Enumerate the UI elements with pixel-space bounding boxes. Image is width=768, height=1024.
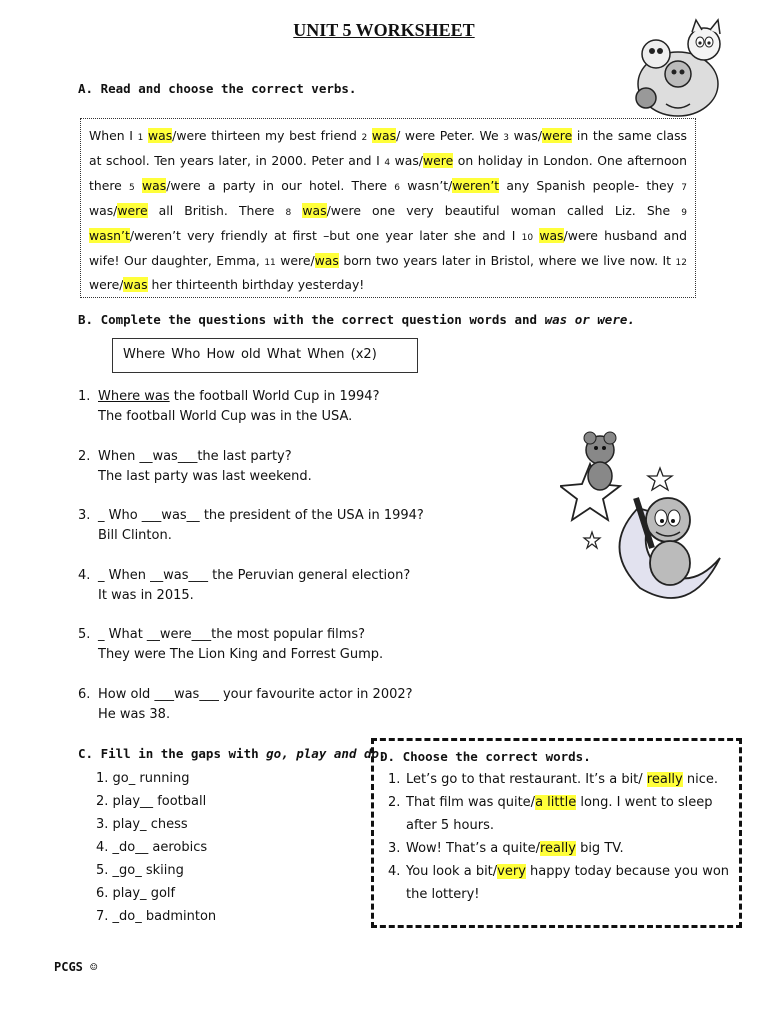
passage-text: / were Peter. We <box>396 128 504 143</box>
highlighted-answer: was <box>371 128 397 143</box>
gap-fill-item: 7. _do_ badminton <box>96 909 217 924</box>
passage-text: Let’s go to that restaurant. It’s a bit/ <box>406 772 647 787</box>
section-c-heading-text: C. Fill in the gaps with <box>78 746 267 761</box>
passage-text: born two years later in Bristol, where we live now. It <box>338 252 676 268</box>
passage-text: was/ <box>509 128 543 143</box>
question-item <box>78 566 410 605</box>
cartoon-moon-illustration <box>560 428 722 606</box>
choice-number: 4. <box>388 864 401 879</box>
gap-fill-item: 5. _go_ skiing <box>96 863 184 878</box>
passage-text: after 5 hours. <box>406 818 494 833</box>
choice-number: 1. <box>388 772 401 787</box>
passage-text: /were husband and wife! Our daughter, Emma, <box>89 227 687 268</box>
gap-number: 10 <box>521 232 534 243</box>
gap-number: 5 <box>129 182 135 193</box>
question-number: 6. <box>78 687 91 702</box>
gap-fill-item: 1. go_ running <box>96 771 190 786</box>
passage-text: was/ <box>390 152 423 168</box>
question-item <box>78 387 379 426</box>
passage-text: /were thirteen my best friend <box>172 128 362 143</box>
page-title: UNIT 5 WORKSHEET <box>293 20 475 40</box>
highlighted-answer: very <box>497 864 526 879</box>
passage-text: /were a party in our hotel. There <box>166 177 395 193</box>
choice-item <box>388 837 738 860</box>
question-word-box: Where Who How old What When (x2) <box>112 338 418 373</box>
section-b-heading-emphasis: was or were. <box>544 312 635 327</box>
passage-text: in the same class at school. Ten years later, in 2000. Peter and I <box>89 128 687 168</box>
passage-text: /were one very beautiful woman called Liz. She <box>326 202 682 218</box>
gap-number: 4 <box>384 157 391 168</box>
gap-number: 3 <box>503 133 509 143</box>
passage-text: nice. <box>682 772 719 787</box>
gap-number: 12 <box>675 257 687 268</box>
passage-text: were/ <box>275 252 315 268</box>
gap-fill-item: 6. play_ golf <box>96 886 176 901</box>
passage-text: all British. There <box>147 202 286 218</box>
passage-text: any Spanish people- they <box>499 177 682 193</box>
question-item <box>78 506 424 545</box>
section-a-heading: A. Read and choose the correct verbs. <box>78 81 357 96</box>
choice-item <box>388 860 738 906</box>
gap-number: 8 <box>285 207 292 218</box>
gap-fill-item: 2. play__ football <box>96 794 207 809</box>
section-b-heading-text: B. Complete the questions with the correct question words and <box>78 312 545 327</box>
section-d-heading: D. Choose the correct words. <box>380 749 591 764</box>
question-number: 2. <box>78 449 91 464</box>
highlighted-answer: really <box>539 841 576 856</box>
passage-text: on holiday in London. One afternoon there <box>89 152 687 193</box>
question-text: _ What __were___the most popular films? <box>98 627 366 642</box>
passage-text: wasn’t/ <box>400 177 453 193</box>
question-item <box>78 447 312 486</box>
passage-text: You look a bit/ <box>406 864 498 879</box>
highlighted-answer: was <box>123 277 148 293</box>
highlighted-answer: was <box>302 202 327 218</box>
question-answer: They were The Lion King and Forrest Gump. <box>98 646 384 662</box>
highlighted-answer: were <box>542 128 573 143</box>
question-answer: The football World Cup was in the USA. <box>98 408 353 424</box>
choice-item <box>388 791 738 837</box>
question-text: How old ___was___ your favourite actor in 2002? <box>98 687 413 702</box>
gap-number: 9 <box>681 207 687 218</box>
passage-text: long. I went to sleep <box>576 795 713 810</box>
choice-item <box>388 768 738 791</box>
passage-text: /weren’t very friendly at first –but one year later she and I <box>129 227 522 243</box>
cartoon-group-illustration <box>626 14 730 118</box>
passage-text: happy today because you won <box>525 864 730 879</box>
question-item <box>78 685 413 724</box>
highlighted-answer: was <box>539 227 564 243</box>
passage-text <box>135 178 142 193</box>
gap-number: 6 <box>394 182 401 193</box>
section-c-heading <box>78 746 387 761</box>
question-text: _ When __was___ the Peruvian general election? <box>98 568 411 583</box>
highlighted-answer: was <box>314 252 339 268</box>
highlighted-answer: really <box>646 772 683 787</box>
question-text: When __was___the last party? <box>98 449 292 464</box>
highlighted-answer: was <box>142 177 167 193</box>
choice-number: 2. <box>388 795 401 810</box>
gap-fill-item: 4. _do__ aerobics <box>96 840 208 855</box>
passage-text: were/ <box>89 277 124 293</box>
highlighted-answer: a little <box>535 795 577 810</box>
question-number: 1. <box>78 389 91 404</box>
question-answer: It was in 2015. <box>98 587 194 603</box>
passage-text: When I <box>89 128 138 143</box>
highlighted-answer: were <box>117 202 148 218</box>
section-c-heading-emphasis: go, play and do. <box>266 746 387 761</box>
example-answer: Where was <box>98 389 170 404</box>
passage-text: Wow! That’s a quite/ <box>406 841 540 856</box>
passage-text <box>291 203 302 218</box>
passage-text: her thirteenth birthday yesterday! <box>147 277 365 293</box>
gap-fill-item: 3. play_ chess <box>96 817 188 832</box>
passage-text: That film was quite/ <box>406 795 536 810</box>
question-number: 4. <box>78 568 91 583</box>
highlighted-answer: wasn’t <box>89 227 130 243</box>
footer-label: PCGS ☺ <box>54 960 98 974</box>
passage-text: was/ <box>89 202 118 218</box>
section-b-heading <box>78 312 635 327</box>
question-answer: Bill Clinton. <box>98 527 172 543</box>
section-a-passage <box>80 118 696 298</box>
question-text: _ Who ___was__ the president of the USA in 1994? <box>98 508 424 523</box>
question-answer: The last party was last weekend. <box>98 468 312 484</box>
gap-number: 11 <box>264 257 276 268</box>
section-d-list <box>388 768 738 906</box>
passage-text: the lottery! <box>406 887 480 902</box>
question-answer: He was 38. <box>98 706 171 722</box>
question-item <box>78 625 383 664</box>
question-number: 3. <box>78 508 91 523</box>
gap-number: 7 <box>681 182 687 193</box>
question-text: the football World Cup in 1994? <box>169 389 380 404</box>
highlighted-answer: were <box>423 152 454 168</box>
highlighted-answer: was <box>147 128 173 143</box>
gap-number: 2 <box>361 133 368 143</box>
highlighted-answer: weren’t <box>452 177 500 193</box>
gap-number: 1 <box>137 133 144 143</box>
choice-number: 3. <box>388 841 401 856</box>
passage-text: big TV. <box>575 841 624 856</box>
question-number: 5. <box>78 627 91 642</box>
